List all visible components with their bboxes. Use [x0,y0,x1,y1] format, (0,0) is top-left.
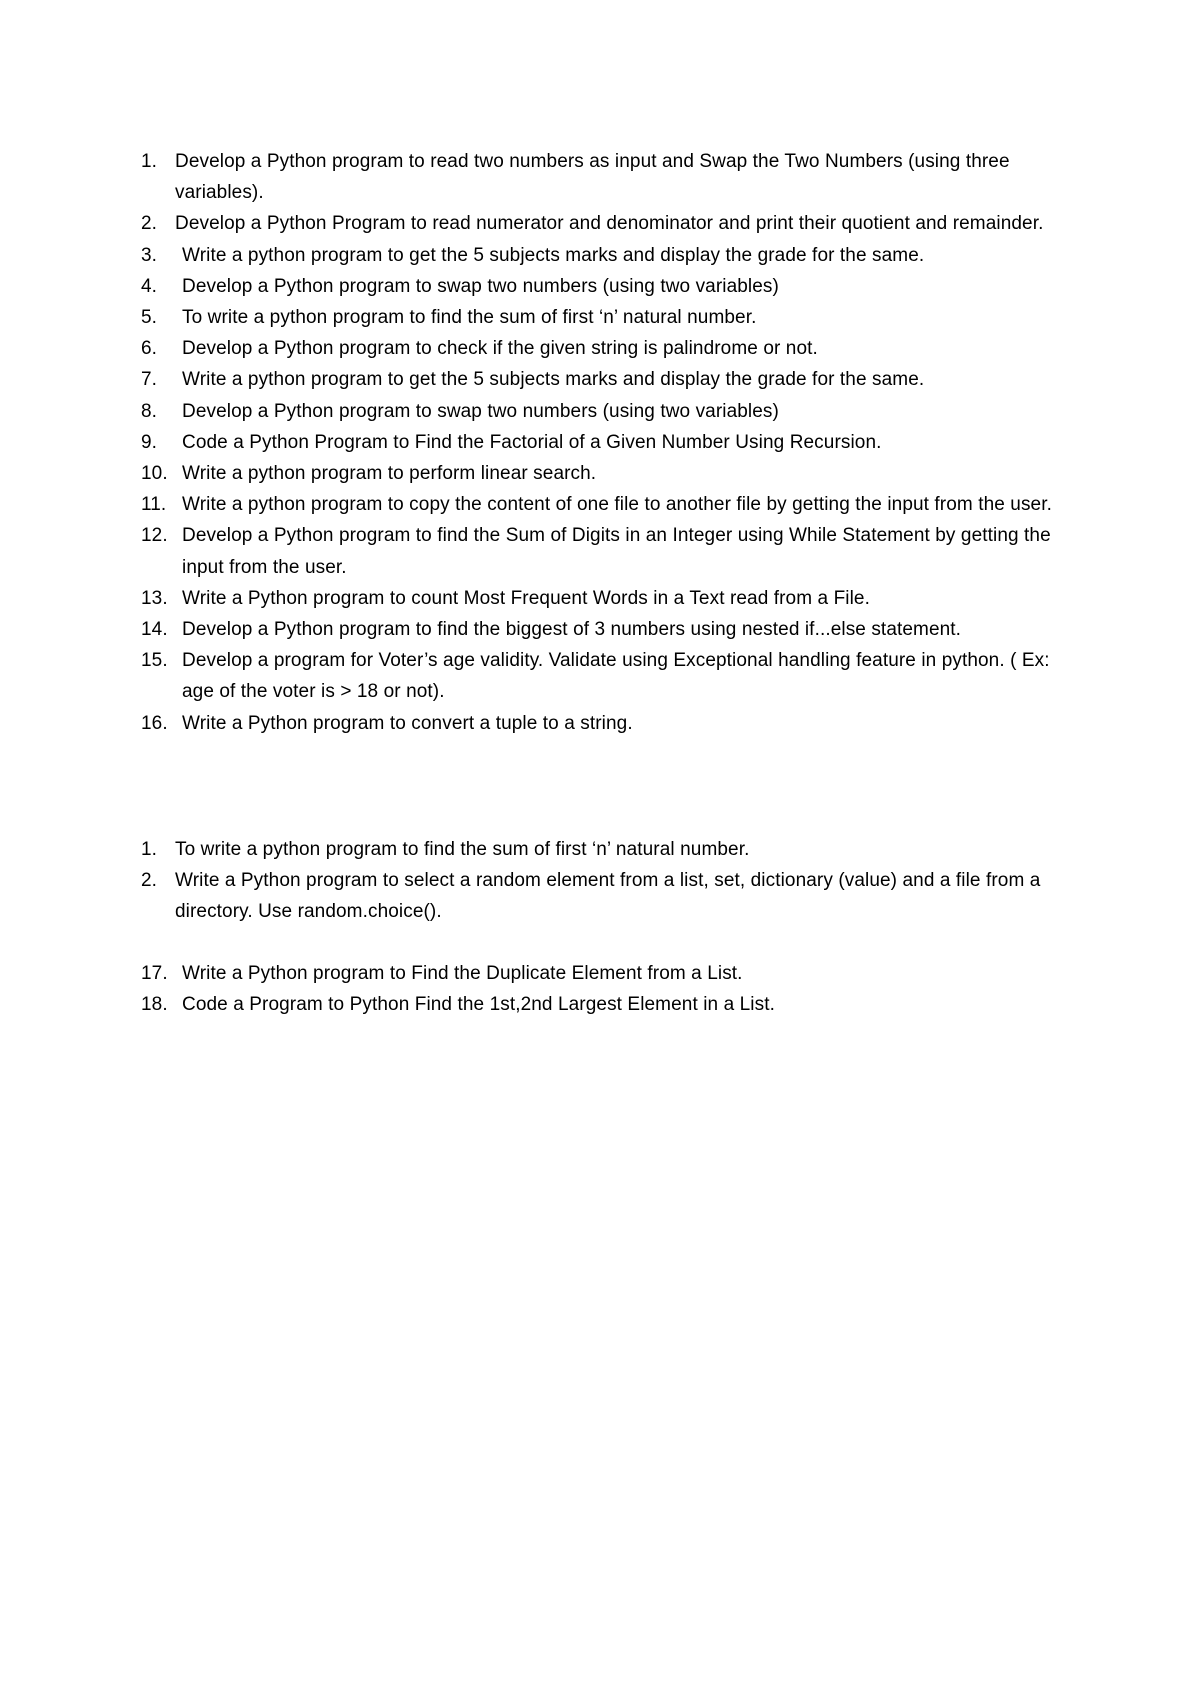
list-item [0,208,1200,239]
list-item [0,302,1200,333]
list-item [0,583,1200,614]
item-text: Develop a Python program to find the biggest of 3 numbers using nested if...else statement. [182,619,962,641]
item-number: 18. [141,994,168,1016]
list-item [0,146,1200,208]
item-text: To write a python program to find the sum of first ‘n’ natural number. [182,307,757,329]
item-text: Develop a Python program to swap two numbers (using two variables) [182,275,779,297]
item-text: Develop a Python program to read two numbers as input and Swap the Two Numbers (using three variables). [175,151,1010,204]
item-text: Develop a Python program to swap two numbers (using two variables) [182,400,779,422]
item-number: 17. [141,963,168,984]
list-item [0,645,1200,707]
item-text: Code a Python Program to Find the Factorial of a Given Number Using Recursion. [182,431,882,453]
item-number: 4. [141,275,158,297]
item-text: Write a python program to copy the content of one file to another file by getting the input from the user. [182,494,1052,516]
item-text: Develop a Python program to check if the given string is palindrome or not. [182,338,818,360]
item-number: 6. [141,338,158,360]
item-text: Write a Python program to Find the Duplicate Element from a List. [182,963,743,984]
item-number: 9. [141,431,158,453]
item-number: 11. [141,494,167,516]
list-item [0,271,1200,302]
item-text: Write a Python program to count Most Frequent Words in a Text read from a File. [182,587,870,609]
item-number: 5. [141,307,158,329]
exercise-list-extra [0,834,1200,928]
item-number: 7. [141,369,158,391]
item-text: Write a python program to get the 5 subjects marks and display the grade for the same. [182,244,925,266]
list-item [0,364,1200,395]
exercise-list-main [0,146,1200,739]
item-number: 10. [141,463,168,485]
item-text: Write a Python program to convert a tuple to a string. [182,712,633,734]
list-item [0,520,1200,582]
item-number: 3. [141,244,158,266]
exercise-list-continued [0,958,1200,1020]
item-text: Write a python program to get the 5 subjects marks and display the grade for the same. [182,369,925,391]
item-text: Code a Program to Python Find the 1st,2nd Largest Element in a List. [182,994,775,1016]
list-item [0,865,1200,927]
item-number: 1. [141,839,158,860]
item-text: To write a python program to find the sum of first ‘n’ natural number. [175,839,750,860]
item-number: 12. [141,525,168,547]
list-item [0,989,1200,1020]
list-item [0,958,1200,989]
list-item [0,458,1200,489]
item-number: 2. [141,870,158,892]
list-item [0,834,1200,865]
item-text: Develop a Python program to find the Sum of Digits in an Integer using While Statement by getting the input from the user. [182,525,1051,578]
list-item [0,333,1200,364]
list-item [0,396,1200,427]
list-item [0,427,1200,458]
item-number: 8. [141,400,158,422]
item-text: Develop a program for Voter’s age validity. Validate using Exceptional handling feature in python. ( Ex: age of the voter is > 18 or not). [182,650,1050,703]
list-item [0,240,1200,271]
item-number: 13. [141,587,168,609]
item-number: 15. [141,650,168,672]
list-item [0,708,1200,739]
item-text: Write a python program to perform linear search. [182,463,597,485]
item-number: 16. [141,712,168,734]
item-number: 1. [141,151,158,172]
item-text: Write a Python program to select a random element from a list, set, dictionary (value) and a file from a directory. Use random.choice(). [175,870,1041,923]
item-number: 2. [141,213,158,235]
item-text: Develop a Python Program to read numerator and denominator and print their quotient and remainder. [175,213,1044,235]
list-item [0,614,1200,645]
list-item [0,489,1200,520]
item-number: 14. [141,619,168,641]
